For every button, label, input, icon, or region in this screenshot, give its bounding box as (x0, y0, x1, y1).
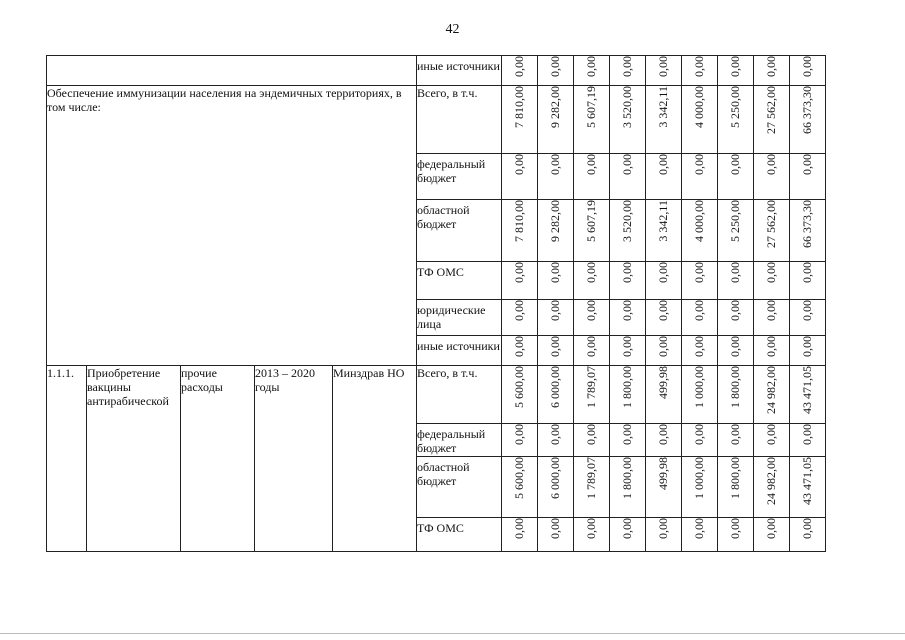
amount-cell (754, 200, 790, 262)
amount-value: 0,00 (548, 262, 562, 283)
amount-cell (538, 424, 574, 457)
funding-source-cell: федеральный бюджет (417, 154, 502, 200)
amount-value: 5 250,00 (728, 200, 742, 242)
table-row (47, 56, 826, 86)
amount-cell (502, 154, 538, 200)
amount-cell (754, 366, 790, 424)
funding-source-cell: ТФ ОМС (417, 262, 502, 300)
amount-cell (538, 86, 574, 154)
amount-value: 4 000,00 (692, 86, 706, 128)
amount-value: 0,00 (800, 336, 814, 357)
amount-value: 9 282,00 (548, 200, 562, 242)
table-row (47, 86, 826, 154)
amount-value: 0,00 (512, 336, 526, 357)
amount-cell (754, 336, 790, 366)
amount-value: 66 373,30 (800, 86, 814, 134)
amount-value: 0,00 (764, 154, 778, 175)
amount-value: 0,00 (548, 518, 562, 539)
expense-type-cell: прочие расходы (181, 366, 255, 552)
amount-value: 0,00 (584, 518, 598, 539)
amount-cell (502, 300, 538, 336)
amount-value: 0,00 (764, 262, 778, 283)
amount-value: 0,00 (692, 300, 706, 321)
amount-cell (754, 424, 790, 457)
amount-value: 3 342,11 (656, 86, 670, 128)
amount-cell (682, 154, 718, 200)
amount-cell (574, 262, 610, 300)
amount-value: 1 800,00 (728, 457, 742, 499)
amount-cell (682, 336, 718, 366)
amount-cell (646, 366, 682, 424)
amount-cell (574, 200, 610, 262)
amount-value: 0,00 (656, 336, 670, 357)
item-code-cell: 1.1.1. (47, 366, 87, 552)
amount-cell (574, 457, 610, 518)
amount-value: 0,00 (764, 336, 778, 357)
amount-cell (610, 56, 646, 86)
amount-value: 0,00 (764, 518, 778, 539)
amount-value: 0,00 (656, 154, 670, 175)
amount-value: 499,98 (656, 457, 670, 490)
amount-value: 0,00 (548, 424, 562, 445)
amount-cell (718, 154, 754, 200)
amount-value: 66 373,30 (800, 200, 814, 248)
amount-value: 0,00 (764, 300, 778, 321)
amount-cell (538, 200, 574, 262)
amount-cell (574, 154, 610, 200)
amount-value: 0,00 (620, 154, 634, 175)
amount-value: 499,98 (656, 366, 670, 399)
amount-cell (610, 262, 646, 300)
amount-cell (682, 457, 718, 518)
amount-cell (682, 518, 718, 552)
amount-cell (574, 518, 610, 552)
amount-cell (538, 154, 574, 200)
amount-value: 27 562,00 (764, 86, 778, 134)
empty-description-cell (47, 56, 417, 86)
amount-cell (646, 300, 682, 336)
amount-value: 7 810,00 (512, 86, 526, 128)
amount-cell (610, 200, 646, 262)
amount-value: 5 607,19 (584, 86, 598, 128)
amount-value: 0,00 (800, 424, 814, 445)
amount-cell (646, 424, 682, 457)
amount-value: 0,00 (764, 424, 778, 445)
amount-cell (574, 86, 610, 154)
amount-value: 0,00 (584, 262, 598, 283)
amount-cell (790, 300, 826, 336)
amount-cell (646, 200, 682, 262)
amount-cell (538, 518, 574, 552)
amount-cell (790, 336, 826, 366)
amount-value: 1 789,07 (584, 366, 598, 408)
amount-value: 5 250,00 (728, 86, 742, 128)
amount-cell (646, 336, 682, 366)
amount-cell (646, 457, 682, 518)
amount-value: 0,00 (548, 56, 562, 77)
amount-cell (682, 262, 718, 300)
amount-value: 0,00 (584, 154, 598, 175)
amount-value: 6 000,00 (548, 366, 562, 408)
amount-cell (574, 300, 610, 336)
amount-cell (502, 86, 538, 154)
amount-value: 5 600,00 (512, 457, 526, 499)
amount-cell (574, 424, 610, 457)
amount-cell (754, 518, 790, 552)
funding-source-cell: федеральный бюджет (417, 424, 502, 457)
amount-value: 0,00 (584, 56, 598, 77)
amount-cell (610, 336, 646, 366)
amount-value: 0,00 (620, 518, 634, 539)
amount-value: 6 000,00 (548, 457, 562, 499)
amount-cell (574, 56, 610, 86)
amount-value: 0,00 (512, 300, 526, 321)
amount-cell (538, 457, 574, 518)
amount-value: 0,00 (692, 262, 706, 283)
amount-cell (610, 366, 646, 424)
amount-cell (682, 86, 718, 154)
amount-value: 0,00 (692, 56, 706, 77)
budget-table (46, 55, 826, 552)
amount-cell (790, 262, 826, 300)
amount-cell (718, 200, 754, 262)
amount-value: 0,00 (800, 262, 814, 283)
amount-value: 0,00 (728, 262, 742, 283)
amount-value: 0,00 (800, 154, 814, 175)
amount-cell (502, 200, 538, 262)
amount-cell (718, 336, 754, 366)
amount-cell (646, 518, 682, 552)
amount-cell (682, 300, 718, 336)
amount-value: 1 000,00 (692, 457, 706, 499)
amount-cell (790, 366, 826, 424)
amount-value: 0,00 (620, 424, 634, 445)
amount-cell (646, 262, 682, 300)
amount-cell (502, 262, 538, 300)
amount-cell (790, 86, 826, 154)
amount-value: 24 982,00 (764, 366, 778, 414)
section-title-cell: Обеспечение иммунизации населения на эндемичных территориях, в том числе: (47, 86, 417, 366)
amount-value: 0,00 (656, 424, 670, 445)
amount-cell (502, 424, 538, 457)
amount-value: 0,00 (692, 154, 706, 175)
amount-cell (754, 457, 790, 518)
amount-value: 0,00 (512, 154, 526, 175)
amount-cell (790, 518, 826, 552)
amount-cell (502, 457, 538, 518)
amount-value: 27 562,00 (764, 200, 778, 248)
amount-cell (682, 200, 718, 262)
amount-value: 43 471,05 (800, 366, 814, 414)
amount-cell (610, 300, 646, 336)
amount-cell (502, 56, 538, 86)
amount-value: 0,00 (512, 56, 526, 77)
amount-value: 0,00 (656, 262, 670, 283)
funding-source-cell: юридические лица (417, 300, 502, 336)
table-row (47, 366, 826, 424)
amount-value: 0,00 (728, 300, 742, 321)
amount-cell (646, 56, 682, 86)
amount-value: 0,00 (620, 336, 634, 357)
amount-cell (754, 86, 790, 154)
amount-value: 0,00 (548, 300, 562, 321)
amount-value: 5 600,00 (512, 366, 526, 408)
amount-cell (718, 457, 754, 518)
amount-cell (682, 424, 718, 457)
funding-source-cell: Всего, в т.ч. (417, 366, 502, 424)
item-name-cell: Приобретение вакцины антирабической (87, 366, 181, 552)
amount-cell (718, 86, 754, 154)
executor-cell: Минздрав НО (333, 366, 417, 552)
amount-cell (754, 56, 790, 86)
amount-value: 0,00 (584, 336, 598, 357)
amount-value: 1 789,07 (584, 457, 598, 499)
amount-value: 5 607,19 (584, 200, 598, 242)
amount-value: 0,00 (548, 336, 562, 357)
amount-value: 0,00 (620, 262, 634, 283)
amount-cell (682, 56, 718, 86)
amount-cell (682, 366, 718, 424)
amount-value: 0,00 (512, 518, 526, 539)
amount-cell (790, 457, 826, 518)
amount-value: 1 000,00 (692, 366, 706, 408)
page-number: 42 (445, 22, 460, 37)
amount-cell (610, 457, 646, 518)
amount-value: 0,00 (728, 336, 742, 357)
amount-cell (538, 336, 574, 366)
amount-value: 0,00 (548, 154, 562, 175)
amount-value: 0,00 (800, 300, 814, 321)
amount-value: 0,00 (656, 518, 670, 539)
amount-value: 0,00 (692, 424, 706, 445)
amount-value: 0,00 (512, 424, 526, 445)
amount-cell (538, 300, 574, 336)
amount-value: 3 520,00 (620, 86, 634, 128)
amount-cell (646, 86, 682, 154)
amount-value: 0,00 (692, 518, 706, 539)
amount-cell (718, 424, 754, 457)
amount-value: 0,00 (584, 424, 598, 445)
amount-value: 0,00 (656, 56, 670, 77)
amount-cell (502, 336, 538, 366)
amount-cell (610, 424, 646, 457)
amount-value: 0,00 (728, 56, 742, 77)
amount-value: 0,00 (800, 56, 814, 77)
amount-cell (754, 154, 790, 200)
amount-cell (610, 518, 646, 552)
amount-value: 4 000,00 (692, 200, 706, 242)
amount-value: 24 982,00 (764, 457, 778, 505)
amount-value: 1 800,00 (620, 457, 634, 499)
funding-source-cell: областной бюджет (417, 200, 502, 262)
amount-value: 0,00 (656, 300, 670, 321)
amount-value: 0,00 (584, 300, 598, 321)
amount-cell (790, 200, 826, 262)
funding-source-cell: иные источники (417, 56, 502, 86)
funding-source-cell: ТФ ОМС (417, 518, 502, 552)
amount-value: 0,00 (692, 336, 706, 357)
amount-cell (790, 56, 826, 86)
amount-cell (790, 154, 826, 200)
amount-cell (754, 300, 790, 336)
amount-value: 1 800,00 (620, 366, 634, 408)
amount-value: 1 800,00 (728, 366, 742, 408)
amount-value: 0,00 (800, 518, 814, 539)
amount-value: 0,00 (764, 56, 778, 77)
funding-source-cell: Всего, в т.ч. (417, 86, 502, 154)
amount-value: 0,00 (620, 300, 634, 321)
amount-value: 7 810,00 (512, 200, 526, 242)
amount-value: 43 471,05 (800, 457, 814, 505)
page-bottom-edge (0, 633, 905, 634)
amount-value: 0,00 (512, 262, 526, 283)
amount-cell (646, 154, 682, 200)
amount-cell (538, 262, 574, 300)
amount-value: 9 282,00 (548, 86, 562, 128)
funding-source-cell: областной бюджет (417, 457, 502, 518)
amount-cell (718, 300, 754, 336)
amount-cell (610, 86, 646, 154)
amount-cell (502, 366, 538, 424)
amount-value: 0,00 (728, 424, 742, 445)
amount-value: 0,00 (728, 154, 742, 175)
period-cell: 2013 – 2020 годы (255, 366, 333, 552)
amount-value: 0,00 (620, 56, 634, 77)
amount-cell (790, 424, 826, 457)
amount-cell (610, 154, 646, 200)
amount-cell (718, 56, 754, 86)
funding-source-cell: иные источники (417, 336, 502, 366)
amount-cell (502, 518, 538, 552)
amount-cell (718, 366, 754, 424)
amount-cell (574, 366, 610, 424)
amount-cell (718, 518, 754, 552)
amount-cell (574, 336, 610, 366)
amount-cell (538, 56, 574, 86)
amount-value: 3 342,11 (656, 200, 670, 242)
amount-value: 0,00 (728, 518, 742, 539)
amount-value: 3 520,00 (620, 200, 634, 242)
amount-cell (718, 262, 754, 300)
amount-cell (754, 262, 790, 300)
amount-cell (538, 366, 574, 424)
